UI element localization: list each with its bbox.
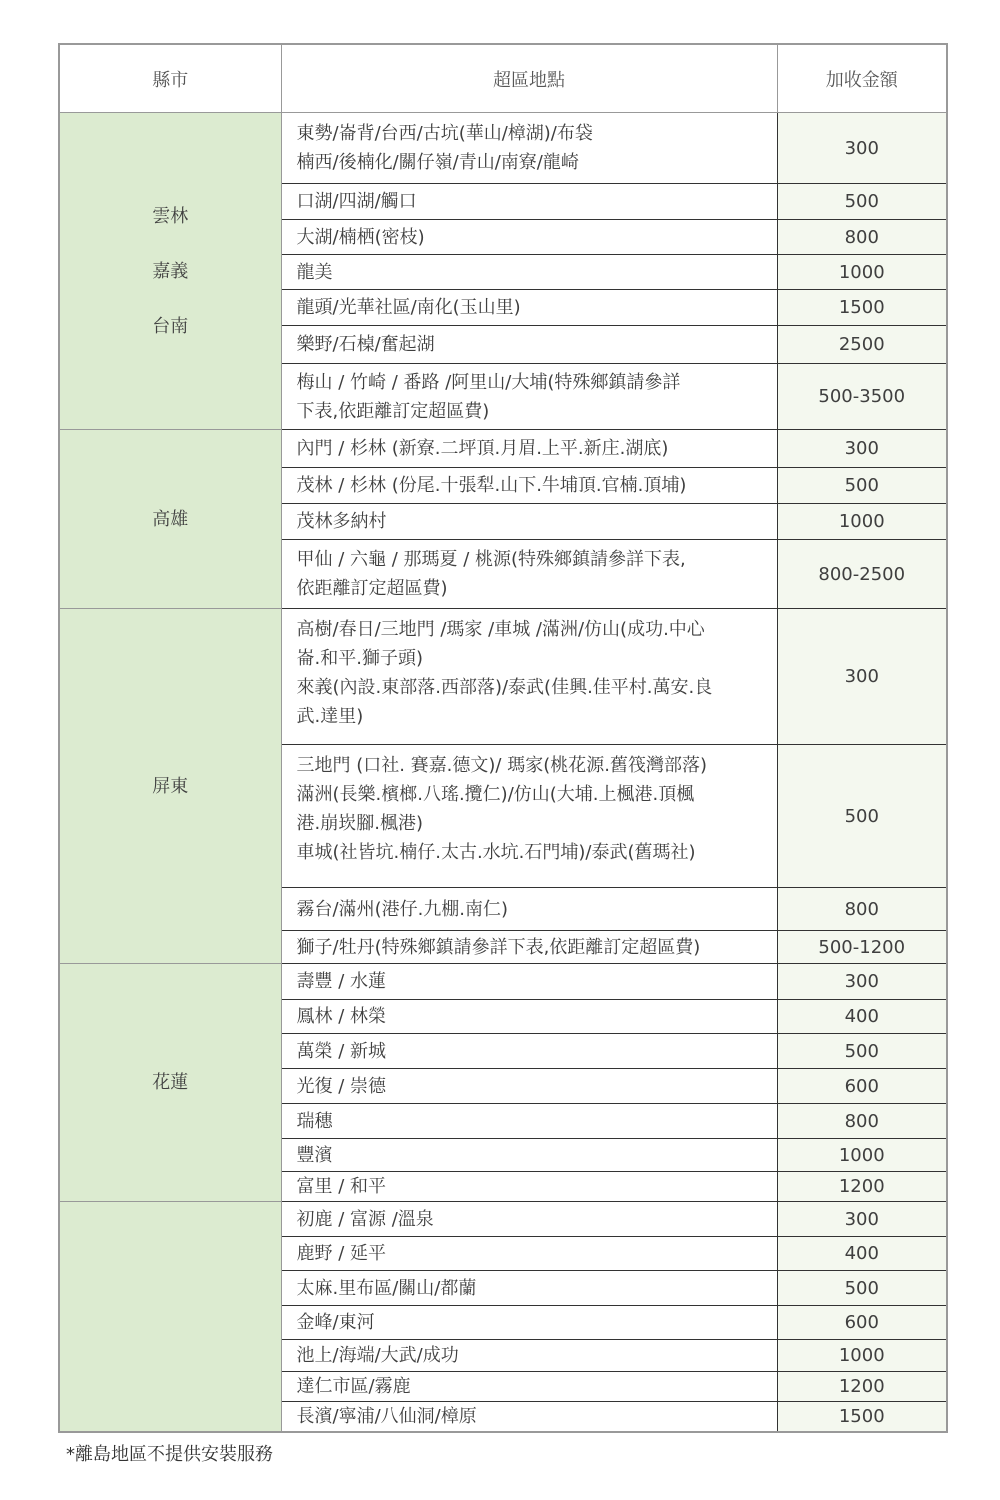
fee-cell: 600 [777,1069,947,1104]
area-line: 獅子/牡丹(特殊鄉鎮請參詳下表,依距離訂定超區費) [296,936,701,958]
area-cell [281,364,777,430]
area-cell [281,1139,777,1172]
area-cell [281,888,777,931]
area-cell [281,1402,777,1433]
area-cell [281,964,777,1000]
area-line: 鳳林 / 林榮 [296,1006,387,1027]
fee-cell: 2500 [777,326,947,364]
fee-cell: 400 [777,1237,947,1271]
fee-cell: 500 [777,1271,947,1306]
area-line: 崙.和平.獅子頭) [296,648,423,669]
table-row [59,609,947,745]
area-line: 梅山 / 竹崎 / 番路 /阿里山/大埔(特殊鄉鎮請參詳 [296,371,681,393]
area-line: 金峰/東河 [296,1312,375,1333]
area-cell [281,1034,777,1069]
fee-cell: 1500 [777,290,947,326]
area-cell [281,184,777,220]
fee-cell: 1500 [777,1402,947,1433]
area-line: 內門 / 杉林 (新寮.二坪頂.月眉.上平.新庄.湖底) [296,438,669,459]
area-line: 豐濱 [296,1144,333,1166]
fee-cell: 500 [777,468,947,504]
area-cell [281,1237,777,1271]
fee-cell: 500 [777,745,947,888]
fee-cell: 500 [777,1034,947,1069]
fee-cell: 800-2500 [777,540,947,609]
fee-cell: 500-3500 [777,364,947,430]
area-line: 高樹/春日/三地門 /瑪家 /車城 /滿洲/仿山(成功.中心 [296,619,705,640]
fee-cell: 1000 [777,1139,947,1172]
county-name: 屏東 [152,775,189,797]
area-line: 壽豐 / 水蓮 [296,971,387,992]
fee-cell: 500 [777,184,947,220]
header-row [59,44,947,113]
fee-cell: 300 [777,609,947,745]
area-line: 樂野/石槕/奮起湖 [296,334,435,355]
area-cell [281,540,777,609]
area-cell [281,326,777,364]
fee-cell: 400 [777,1000,947,1034]
area-line: 依距離訂定超區費) [296,578,448,599]
fee-cell: 1200 [777,1372,947,1402]
area-line: 瑞穗 [296,1110,333,1132]
area-line: 口湖/四湖/觸口 [296,191,417,212]
table-row [59,113,947,184]
area-line: 萬榮 / 新城 [296,1040,387,1062]
area-cell [281,1069,777,1104]
area-line: 茂林 / 杉林 (份尾.十張犁.山下.牛埔頂.官楠.頂埔) [296,475,687,496]
area-line: 武.達里) [296,706,364,727]
area-line: 霧台/滿州(港仔.九棚.南仁) [296,898,509,920]
area-line: 滿洲(長樂.檳榔.八瑤.攬仁)/仿山(大埔.上楓港.頂楓 [296,784,695,805]
area-cell [281,745,777,888]
area-cell [281,1104,777,1139]
fee-cell: 1000 [777,1340,947,1372]
table-row [59,1202,947,1237]
area-line: 池上/海端/大武/成功 [296,1345,459,1366]
fee-cell: 500-1200 [777,931,947,964]
table-body [59,113,947,1433]
area-cell [281,1202,777,1237]
fee-cell: 800 [777,220,947,255]
county-cell [59,964,281,1202]
fee-cell: 1200 [777,1172,947,1202]
area-line: 港.崩崁腳.楓港) [296,813,423,834]
area-cell [281,1000,777,1034]
fee-cell: 800 [777,1104,947,1139]
table-row [59,964,947,1000]
header-county: 縣市 [59,44,281,113]
fee-cell: 1000 [777,504,947,540]
county-name: 高雄 [152,508,189,530]
area-line: 龍美 [296,261,333,283]
area-cell [281,1172,777,1202]
county-cell [59,113,281,430]
area-line: 楠西/後楠化/關仔嶺/青山/南寮/龍崎 [296,152,579,173]
area-cell [281,113,777,184]
county-cell [59,430,281,609]
table-row [59,430,947,468]
area-cell [281,931,777,964]
fee-cell: 600 [777,1306,947,1340]
area-cell [281,1340,777,1372]
county-cell [59,609,281,964]
county-name: 花蓮 [152,1072,189,1093]
area-cell [281,1372,777,1402]
fee-cell: 1000 [777,255,947,290]
header-area: 超區地點 [281,44,777,113]
area-cell [281,609,777,745]
area-cell [281,255,777,290]
area-line: 茂林多納村 [296,511,387,532]
area-line: 鹿野 / 延平 [296,1243,387,1264]
area-line: 大湖/楠栖(密枝) [296,226,425,248]
area-cell [281,290,777,326]
fee-cell: 300 [777,430,947,468]
area-line: 光復 / 崇德 [296,1075,387,1097]
county-name: 台南 [152,315,189,337]
area-line: 三地門 (口社. 賽嘉.德文)/ 瑪家(桃花源.舊筏灣部落) [296,755,707,776]
area-cell [281,468,777,504]
area-line: 初鹿 / 富源 /溫泉 [296,1208,434,1230]
area-line: 甲仙 / 六龜 / 那瑪夏 / 桃源(特殊鄉鎮請參詳下表, [296,549,686,570]
area-cell [281,504,777,540]
header-fee: 加收金額 [777,44,947,113]
area-line: 龍頭/光華社區/南化(玉山里) [296,297,521,318]
area-line: 來義(內設.東部落.西部落)/泰武(佳興.佳平村.萬安.良 [296,677,713,698]
fee-cell: 300 [777,1202,947,1237]
fee-cell: 300 [777,113,947,184]
area-cell [281,220,777,255]
footnote: *離島地區不提供安裝服務 [66,1444,273,1465]
area-line: 達仁市區/霧鹿 [296,1376,411,1397]
area-line: 車城(社皆坑.楠仔.太古.水坑.石門埔)/泰武(舊瑪社) [296,842,696,863]
fee-cell: 300 [777,964,947,1000]
area-cell [281,430,777,468]
area-cell [281,1271,777,1306]
area-cell [281,1306,777,1340]
county-name: 嘉義 [152,260,189,282]
area-line: 富里 / 和平 [296,1176,387,1197]
county-name: 雲林 [152,205,189,227]
area-line: 東勢/崙背/台西/古坑(華山/樟湖)/布袋 [296,123,593,144]
surcharge-table [58,43,948,1433]
area-line: 長濱/寧浦/八仙洞/樟原 [296,1406,477,1427]
area-line: 太麻.里布區/關山/都蘭 [296,1277,477,1299]
area-line: 下表,依距離訂定超區費) [296,400,490,422]
county-cell [59,1202,281,1433]
fee-cell: 800 [777,888,947,931]
